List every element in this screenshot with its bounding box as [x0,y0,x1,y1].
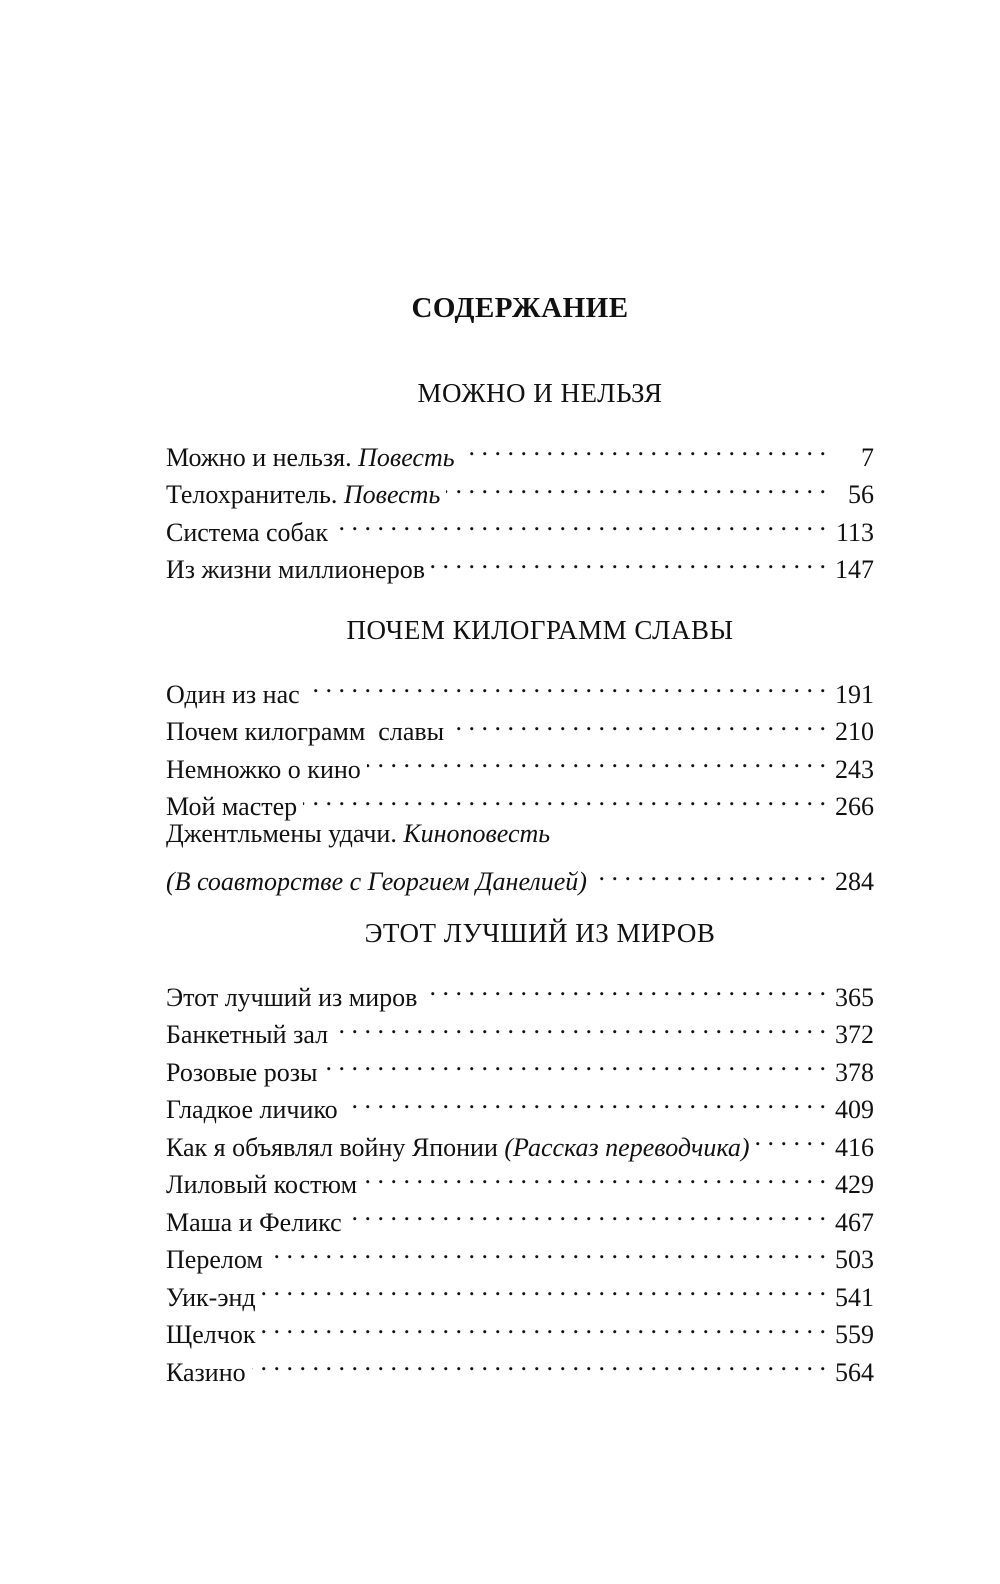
entry-title: Розовые розы [166,1057,318,1087]
dot-leader [323,1043,826,1081]
dot-leader [756,1118,826,1156]
toc-entry[interactable] [166,1343,874,1387]
page-number: 284 [835,867,874,896]
page-number: 467 [835,1207,874,1237]
entry-title: Один из нас [166,679,300,709]
dot-leader [252,1343,826,1381]
page-number: 429 [835,1170,874,1199]
page-number: 113 [835,517,874,547]
dot-leader [367,740,826,778]
page-number: 191 [835,679,874,709]
entry-title: Щелчок [166,1320,256,1349]
section-heading: ПОЧЕМ КИЛОГРАММ СЛАВЫ [346,615,734,645]
toc-entry[interactable] [166,428,874,472]
entry-title: Маша и Феликс [166,1207,342,1237]
dot-leader [261,1306,826,1344]
page-number: 56 [848,480,874,509]
page-number: 372 [835,1020,874,1049]
page-number: 147 [835,555,874,584]
entry-title: Гладкое личико [166,1095,338,1124]
dot-leader [423,968,826,1006]
toc-entry[interactable] [166,853,874,896]
dot-leader [344,1081,826,1119]
toc-entry[interactable] [166,1231,874,1274]
page-title: СОДЕРЖАНИЕ [411,292,629,324]
dot-leader [348,1193,826,1231]
page-number: 409 [835,1095,874,1124]
dot-leader [269,1231,826,1269]
toc-entry[interactable] [166,1306,874,1349]
page-number: 559 [835,1320,874,1349]
entry-title: Уик-энд [166,1282,256,1312]
toc-entry[interactable] [166,1268,874,1312]
dot-leader [363,1156,826,1194]
entry-title: Казино [166,1357,246,1387]
dot-leader [334,1006,826,1044]
page-number: 564 [835,1357,874,1387]
entry-title: Из жизни миллионеров [166,555,425,584]
dot-leader [593,853,826,891]
section-heading: ЭТОТ ЛУЧШИЙ ИЗ МИРОВ [364,918,716,948]
dot-leader [431,541,826,579]
entry-title-line2: (В соавторстве с Георгием Данелией) [166,867,587,896]
section-heading: МОЖНО И НЕЛЬЗЯ [417,378,663,408]
entry-title: Немножко о кино [166,754,361,784]
page-number: 7 [861,442,874,472]
toc-section-1 [166,378,874,584]
page-number: 503 [835,1245,874,1274]
dot-leader [303,778,826,816]
toc-section-2 [166,615,874,896]
page-number: 541 [835,1282,874,1312]
entry-title: Почем килограмм славы [166,717,445,746]
page-number: 378 [835,1057,874,1087]
entry-title: Телохранитель. Повесть [166,480,441,509]
toc-section-3 [166,918,874,1387]
page-number: 365 [835,982,874,1012]
dot-leader [450,703,826,741]
dot-leader [334,503,826,541]
toc-entry[interactable] [166,665,874,709]
entry-title: Как я объявлял войну Японии (Рассказ переводчика) [166,1132,750,1162]
entry-title: Перелом [166,1245,263,1274]
page-number: 243 [835,754,874,784]
page-number: 416 [835,1132,874,1162]
entry-title: Банкетный зал [166,1020,329,1049]
page-number: 210 [835,717,874,746]
page-number: 266 [835,792,874,821]
dot-leader [306,665,826,703]
entry-title: Система собак [166,517,328,547]
entry-title: Лиловый костюм [166,1170,358,1199]
dot-leader [461,428,826,466]
entry-title: Джентльмены удачи. Киноповесть [166,819,551,848]
dot-leader [262,1268,826,1306]
entry-title: Можно и нельзя. Повесть [166,442,455,472]
entry-title: Этот лучший из миров [166,982,418,1012]
entry-title: Мой мастер [166,792,298,821]
toc-entry[interactable] [166,968,874,1012]
dot-leader [446,466,826,504]
